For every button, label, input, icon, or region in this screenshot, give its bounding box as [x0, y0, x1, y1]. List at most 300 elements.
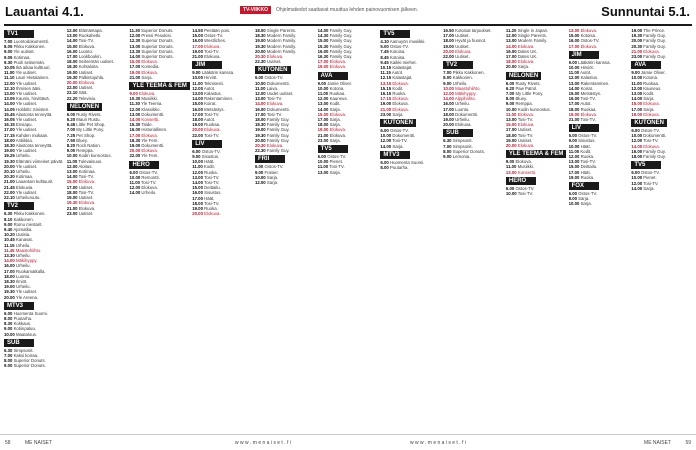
program-time: 13.00	[192, 91, 203, 97]
program-title: Yle uutiset.	[14, 189, 38, 195]
program-title: Ruoka.	[202, 169, 218, 175]
program-time: 7.00	[505, 91, 515, 97]
program-title: Kalastajat.	[391, 75, 413, 81]
program-time: 17.00	[4, 127, 15, 133]
program-time: 14.00	[317, 28, 329, 33]
program-title: Bluey.	[514, 96, 528, 102]
program-title: Lauantain kulttuurit.	[14, 179, 54, 185]
program-title: Elokuva.	[77, 43, 96, 49]
program-time: 22.30	[254, 59, 266, 65]
program-title: Deittailu.	[202, 185, 221, 191]
program-title: Pikku Kakkonen.	[451, 70, 485, 76]
program-title: Sarja.	[391, 111, 404, 117]
program-title: Tosi-TV.	[265, 96, 283, 102]
program-time: 20.30	[631, 43, 643, 49]
program-title: Dokumentti.	[642, 133, 667, 139]
program-time: 19.00	[254, 127, 266, 133]
program-title: Dokumentti.	[140, 143, 165, 149]
program-title: Sarja.	[642, 185, 655, 191]
program-title: Ruokaa.	[202, 122, 221, 128]
program-time: 14.00	[129, 190, 141, 196]
program-time: 5.00	[380, 44, 389, 50]
program-time: 20.00	[129, 148, 141, 154]
program-title: Family Guy.	[642, 43, 666, 49]
program-title: Family Guy.	[265, 137, 290, 143]
program-time: 9.00	[443, 154, 452, 160]
program-title: Elokuva.	[579, 111, 598, 117]
program-title: Rakentaminen.	[579, 80, 610, 86]
program-time: 7.00	[4, 39, 13, 44]
program-title: Yle uutiset.	[14, 148, 38, 154]
program-title: Family Guy.	[328, 28, 353, 33]
program-time: 11.00	[192, 80, 203, 86]
program-title: Ostos-TV.	[514, 185, 535, 191]
program-time: 20.00	[443, 122, 454, 128]
program-title: Elokuva.	[642, 48, 660, 54]
program-time: 9.00	[66, 148, 76, 154]
program-title: Tosi-TV.	[202, 111, 220, 117]
program-title: Aamuyön musiikki.	[388, 39, 426, 44]
program-time: 18.30	[4, 278, 15, 284]
program-title: Pet Shop.	[75, 132, 96, 138]
program-time: 8.00	[443, 75, 452, 81]
url-left: w w w . m e n a i s e t . f i	[235, 440, 291, 446]
program-time: 23.00	[66, 210, 78, 216]
program-title: Family Guy.	[328, 48, 353, 54]
program-time: 10.00	[631, 133, 643, 139]
program-title: Family Guy.	[642, 154, 666, 160]
program-listing	[318, 138, 379, 143]
program-time: 6.00	[568, 191, 577, 197]
program-time: 15.30	[129, 122, 141, 128]
program-title: Ostos-TV.	[388, 128, 409, 134]
program-time: 11.00	[254, 85, 266, 91]
program-title: Elokuvia.	[14, 184, 34, 190]
header-tagline	[240, 5, 480, 15]
program-listing	[443, 122, 504, 127]
program-title: Häät.	[202, 195, 215, 201]
program-time: 12.00	[631, 180, 643, 186]
program-title: Westliches.	[202, 38, 227, 44]
program-title: Autot.	[579, 70, 592, 76]
program-title: Simpsonit.	[451, 138, 473, 144]
program-title: Romu mestarit.	[12, 221, 43, 227]
program-time: 17.00	[443, 33, 454, 39]
program-time: 14.00	[4, 101, 15, 107]
program-title: Pienet.	[328, 159, 344, 165]
program-time: 13.00	[192, 174, 203, 180]
program-title: Kotiinpaluu.	[12, 326, 37, 332]
program-title: Frasier.	[263, 169, 279, 175]
program-time: 8.00	[4, 315, 13, 321]
schedule-column	[129, 28, 190, 432]
program-title: Yle uutiset.	[14, 70, 37, 76]
program-time: 10.00	[631, 75, 643, 81]
program-time: 20.00	[505, 64, 517, 70]
program-title: Elokuva.	[328, 132, 347, 138]
program-time: 6.00	[4, 310, 13, 316]
program-time: 11.00	[66, 158, 78, 164]
program-time: 9.00	[505, 101, 515, 107]
program-time: 11.00	[317, 164, 329, 170]
program-title: Ihmisen ääni.	[14, 85, 42, 91]
program-time: 13.00	[254, 96, 266, 102]
program-title: Elokuva.	[391, 96, 409, 102]
program-time: 12.00	[380, 138, 392, 144]
program-title: Uutisia.	[14, 232, 31, 238]
channel-header: TV5	[318, 145, 348, 153]
program-title: Hyvät ja huonot.	[453, 38, 487, 44]
program-time: 6.00	[380, 128, 389, 134]
program-title: Family Guy.	[265, 148, 290, 154]
program-title: Family Guy.	[265, 117, 290, 123]
program-time: 14.00	[192, 96, 203, 102]
program-title: Tosi-TV.	[77, 38, 94, 44]
program-title: Superior Donuts.	[12, 363, 46, 369]
program-time: 10.00	[192, 75, 203, 81]
program-time: 13.05	[4, 96, 15, 102]
program-time: 19.00	[66, 69, 78, 75]
program-time: 6.00	[317, 154, 327, 160]
program-title: Ruoka.	[202, 206, 218, 212]
program-time: 8.20	[66, 143, 76, 149]
program-time: 11.00	[568, 70, 580, 76]
program-time: 11.15	[4, 242, 15, 248]
program-title: Sarja.	[328, 169, 341, 175]
program-title: Tosi-TV.	[516, 132, 534, 138]
program-title: Autot.	[390, 70, 404, 76]
program-listing	[4, 332, 65, 337]
program-title: Luonto.	[453, 106, 470, 112]
program-listing	[255, 148, 316, 153]
program-title: Kotimaa.	[77, 169, 96, 175]
program-time: 11.45	[4, 247, 15, 253]
program-time: 18.00	[66, 59, 78, 65]
program-title: Sisustus.	[202, 190, 222, 196]
program-time: 18.30	[129, 137, 141, 143]
program-time: 21.00	[568, 117, 580, 123]
program-time: 6.20	[66, 117, 76, 123]
program-time: 6.00	[568, 133, 577, 139]
program-title: Family Guy.	[328, 54, 353, 60]
program-title: Sarja.	[576, 196, 590, 202]
channel-header: KUTONEN	[631, 119, 667, 127]
program-title: Family Guy.	[642, 38, 666, 44]
program-time: 18.00	[505, 59, 517, 65]
program-time: 7.00	[4, 352, 13, 358]
channel-header: TV2	[443, 61, 473, 69]
program-title: Dokumentti.	[453, 111, 479, 117]
program-time: 15.00	[192, 101, 203, 107]
program-title: Ostos-TV.	[326, 154, 347, 160]
program-title: Elokuva.	[391, 101, 409, 107]
program-title: Sarja.	[516, 64, 530, 70]
program-listing	[318, 64, 379, 69]
channel-header: JIM	[192, 61, 222, 69]
program-title: Aloitus.	[77, 163, 93, 169]
program-time: 12.30	[129, 38, 141, 44]
program-time: 10.00	[317, 159, 329, 165]
program-title: Urheilu.	[14, 284, 31, 290]
program-title: Sarja.	[265, 174, 279, 180]
program-title: Tosi-TV.	[202, 174, 220, 180]
program-title: Mauri Rustu.	[75, 117, 101, 123]
program-time: 16.05	[4, 117, 15, 123]
program-time: 14.00	[631, 143, 643, 149]
program-title: Jamie Oliver.	[639, 70, 666, 76]
program-title: Superior Donuts.	[451, 148, 485, 154]
program-time: 10.00	[443, 85, 454, 91]
program-title: Superior Donuts.	[140, 43, 174, 49]
program-title: Uudet uutiset.	[265, 91, 294, 97]
program-title: Tosi-TV.	[77, 174, 94, 180]
program-time: 13.00	[568, 28, 580, 33]
program-title: Simpsonit.	[451, 143, 473, 149]
program-title: Superior Donuts.	[139, 28, 174, 33]
program-title: Ostos-TV.	[263, 164, 284, 170]
program-time: 20.30	[254, 143, 266, 149]
program-listing	[4, 195, 65, 200]
program-title: Kotoisa.	[579, 33, 597, 39]
program-title: Mäkihyppy.	[14, 258, 38, 264]
program-time: 18.00	[443, 38, 454, 44]
program-time: 10.00	[568, 143, 580, 149]
program-time: 19.00	[380, 101, 392, 107]
program-title: Alastonta terveyttä.	[14, 143, 53, 149]
program-time: 19.00	[129, 69, 141, 75]
program-time: 14.00	[192, 180, 203, 186]
program-title: Family Guy.	[265, 132, 290, 138]
program-time: 15.45	[4, 111, 15, 117]
program-title: Kotona.	[642, 75, 659, 81]
program-time: 9.30	[4, 59, 13, 65]
program-listing	[4, 363, 65, 368]
program-time: 19.00	[192, 206, 203, 212]
program-time: 22.10	[66, 90, 78, 96]
program-listing	[443, 54, 504, 59]
program-time: 7.00	[66, 127, 76, 133]
program-time: 14.00	[631, 96, 643, 102]
program-time: 18.30	[254, 122, 266, 128]
program-time: 19.30	[4, 289, 15, 295]
program-listing	[67, 211, 128, 216]
program-time: 11.30	[129, 101, 140, 107]
program-time: 13.15	[380, 80, 392, 86]
program-time: 4.10	[380, 39, 389, 44]
program-title: Ilmiöt.	[14, 278, 28, 284]
program-time: 17.00	[505, 54, 517, 60]
program-title: My Little Pony.	[514, 91, 544, 97]
program-title: Lemonia.	[451, 154, 471, 160]
program-title: Ostos-TV.	[202, 33, 224, 39]
program-title: Ruokahetki.	[77, 33, 102, 39]
program-title: Elokuva.	[265, 143, 284, 149]
channel-header: HERO	[129, 161, 159, 169]
program-time: 6.30	[4, 347, 13, 353]
channel-header: SUB	[4, 339, 34, 347]
channel-header: KUTONEN	[255, 66, 291, 74]
program-title: Remontti.	[140, 174, 160, 180]
program-title: Pressi Pesukisi.	[140, 33, 172, 39]
program-title: Huomenta Suomi.	[388, 159, 425, 165]
program-title: Kodit.	[579, 148, 592, 154]
program-time: 20.00	[4, 163, 15, 169]
program-time: 17.00	[192, 43, 203, 49]
program-title: Kaunis, hirvittävä.	[14, 96, 50, 102]
program-time: 10.00	[505, 191, 517, 197]
program-title: Ostos-TV.	[200, 148, 221, 154]
program-title: Kalastus.	[579, 75, 599, 81]
program-time: 18.00	[254, 117, 266, 123]
program-time: 11.00	[631, 80, 642, 86]
program-time: 13.00	[317, 101, 329, 107]
program-time: 21.00	[380, 106, 392, 112]
program-title: Musiikki.	[140, 96, 158, 102]
program-title: Ruokaa.	[579, 106, 597, 112]
program-time: 9.00	[568, 59, 577, 65]
program-title: Ostos-TV.	[576, 133, 598, 139]
program-time: 11.20	[505, 28, 517, 33]
program-time: 21.00	[192, 54, 203, 60]
program-title: Historiallinen.	[140, 127, 168, 133]
program-time: 10.00	[568, 65, 580, 71]
program-time: 14.05	[4, 106, 15, 112]
program-title: Elokuva.	[579, 43, 598, 49]
program-time: 16.15	[380, 91, 392, 97]
program-time: 22.00	[4, 189, 15, 195]
program-title: Ensiapu.	[14, 122, 33, 128]
program-title: Koirat.	[202, 101, 217, 107]
channel-header: KUTONEN	[380, 119, 416, 127]
program-title: Family Guy.	[328, 33, 353, 39]
program-title: Elokuva.	[77, 200, 96, 206]
program-time: 19.00	[568, 111, 580, 117]
program-time: 13.00	[317, 169, 329, 175]
program-title: Huomenta Suomi.	[12, 310, 48, 316]
program-title: Sarja.	[328, 117, 341, 123]
program-title: Family Guy.	[265, 127, 290, 133]
program-time: 16.00	[254, 106, 266, 112]
program-title: Kohtaloita.	[77, 64, 99, 70]
program-title: Little Pet Shop.	[75, 122, 106, 128]
program-title: Tulevaisuus.	[77, 158, 103, 164]
program-time: 15.00	[317, 38, 329, 44]
program-time: 13.30	[129, 48, 141, 54]
program-time: 12.00	[129, 106, 141, 112]
program-title: Elokuva.	[328, 111, 347, 117]
program-title: Kokkaus.	[12, 321, 32, 327]
program-title: Elokuva.	[516, 143, 535, 149]
program-title: Remppa.	[75, 148, 94, 154]
program-time: 19.30	[254, 43, 266, 49]
program-time: 20.30	[254, 54, 266, 60]
program-time: 20.00	[4, 294, 15, 300]
program-title: Hirviöt.	[202, 75, 218, 81]
program-time: 6.00	[380, 159, 389, 165]
program-time: 15.00	[192, 33, 203, 39]
program-time: 21.00	[66, 205, 78, 211]
program-time: 13.00	[631, 91, 643, 97]
tv-logo: TV-VIIKKO	[240, 6, 271, 14]
schedule-columns	[4, 28, 692, 432]
program-title: Autot.	[202, 85, 216, 91]
program-title: Yle uutiset.	[14, 163, 38, 169]
program-title: Kaikki miehet.	[388, 59, 417, 65]
program-title: Lääkärin kanssa.	[200, 70, 235, 76]
program-title: Simpsonit.	[12, 347, 34, 353]
program-time: 10.00	[568, 201, 580, 207]
program-title: Kalastus.	[202, 91, 222, 97]
program-title: Elokuva.	[514, 159, 532, 165]
program-time: 17.00	[568, 101, 580, 107]
program-title: Sarja.	[642, 106, 655, 112]
program-time: 22.00	[443, 54, 454, 60]
program-time: 11.00	[505, 111, 517, 117]
program-time: 14.00	[66, 38, 78, 44]
program-time: 22.10	[4, 195, 15, 201]
program-time: 17.00	[443, 106, 454, 112]
program-time: 12.15	[380, 75, 392, 81]
program-time: 12.00	[66, 163, 78, 169]
program-time: 12.00	[568, 154, 580, 160]
program-time: 17.00	[254, 111, 266, 117]
program-time: 12.00	[4, 80, 15, 86]
program-title: Yle uutiset.	[14, 127, 38, 133]
program-time: 12.00	[631, 138, 643, 144]
program-time: 21.00	[631, 48, 643, 54]
program-time: 15.00	[568, 33, 580, 39]
program-title: Uutiset.	[453, 33, 470, 39]
program-title: Urheilu.	[14, 153, 31, 159]
program-time: 17.00	[631, 106, 643, 112]
program-title: Elokuva.	[328, 59, 347, 65]
program-listing	[569, 44, 630, 49]
program-time: 19.00	[317, 127, 329, 133]
program-time: 20.00	[192, 211, 203, 217]
program-listing	[506, 143, 567, 148]
program-title: Rock Nation.	[75, 143, 101, 149]
program-title: Elokuva.	[140, 148, 158, 154]
program-time: 6.00	[505, 80, 515, 86]
program-title: Kotimaa.	[12, 54, 31, 60]
program-time: 9.00	[505, 159, 515, 165]
program-time: 16.00	[192, 190, 203, 196]
program-time: 6.45	[66, 122, 76, 128]
program-time: 20.00	[254, 48, 266, 54]
program-title: Ruokamatkalla.	[14, 268, 46, 274]
program-title: Palkintojuhla.	[77, 74, 105, 80]
program-title: Tosi-TV.	[139, 180, 157, 186]
channel-header: MTV3	[4, 302, 34, 310]
program-title: Kanavat.	[14, 237, 33, 243]
left-day-heading: Lauantai 4.1.	[5, 4, 84, 19]
program-title: Häät.	[579, 169, 591, 175]
channel-header: SUB	[443, 129, 473, 137]
program-time: 18.00	[317, 122, 329, 128]
schedule-column	[443, 28, 504, 432]
program-title: Elokuva.	[202, 211, 221, 217]
program-time: 19.00	[443, 117, 454, 123]
program-title: Elokuva.	[453, 122, 472, 128]
program-title: Family Guy.	[642, 54, 666, 60]
program-time: 9.00	[129, 91, 138, 97]
program-title: Konsertti.	[516, 169, 536, 175]
program-time: 17.00	[568, 43, 580, 49]
program-title: Modern Family.	[265, 43, 297, 49]
program-title: Tosi-TV.	[579, 159, 596, 165]
program-time: 17.00	[66, 54, 78, 60]
program-title: Sarja.	[265, 180, 279, 186]
